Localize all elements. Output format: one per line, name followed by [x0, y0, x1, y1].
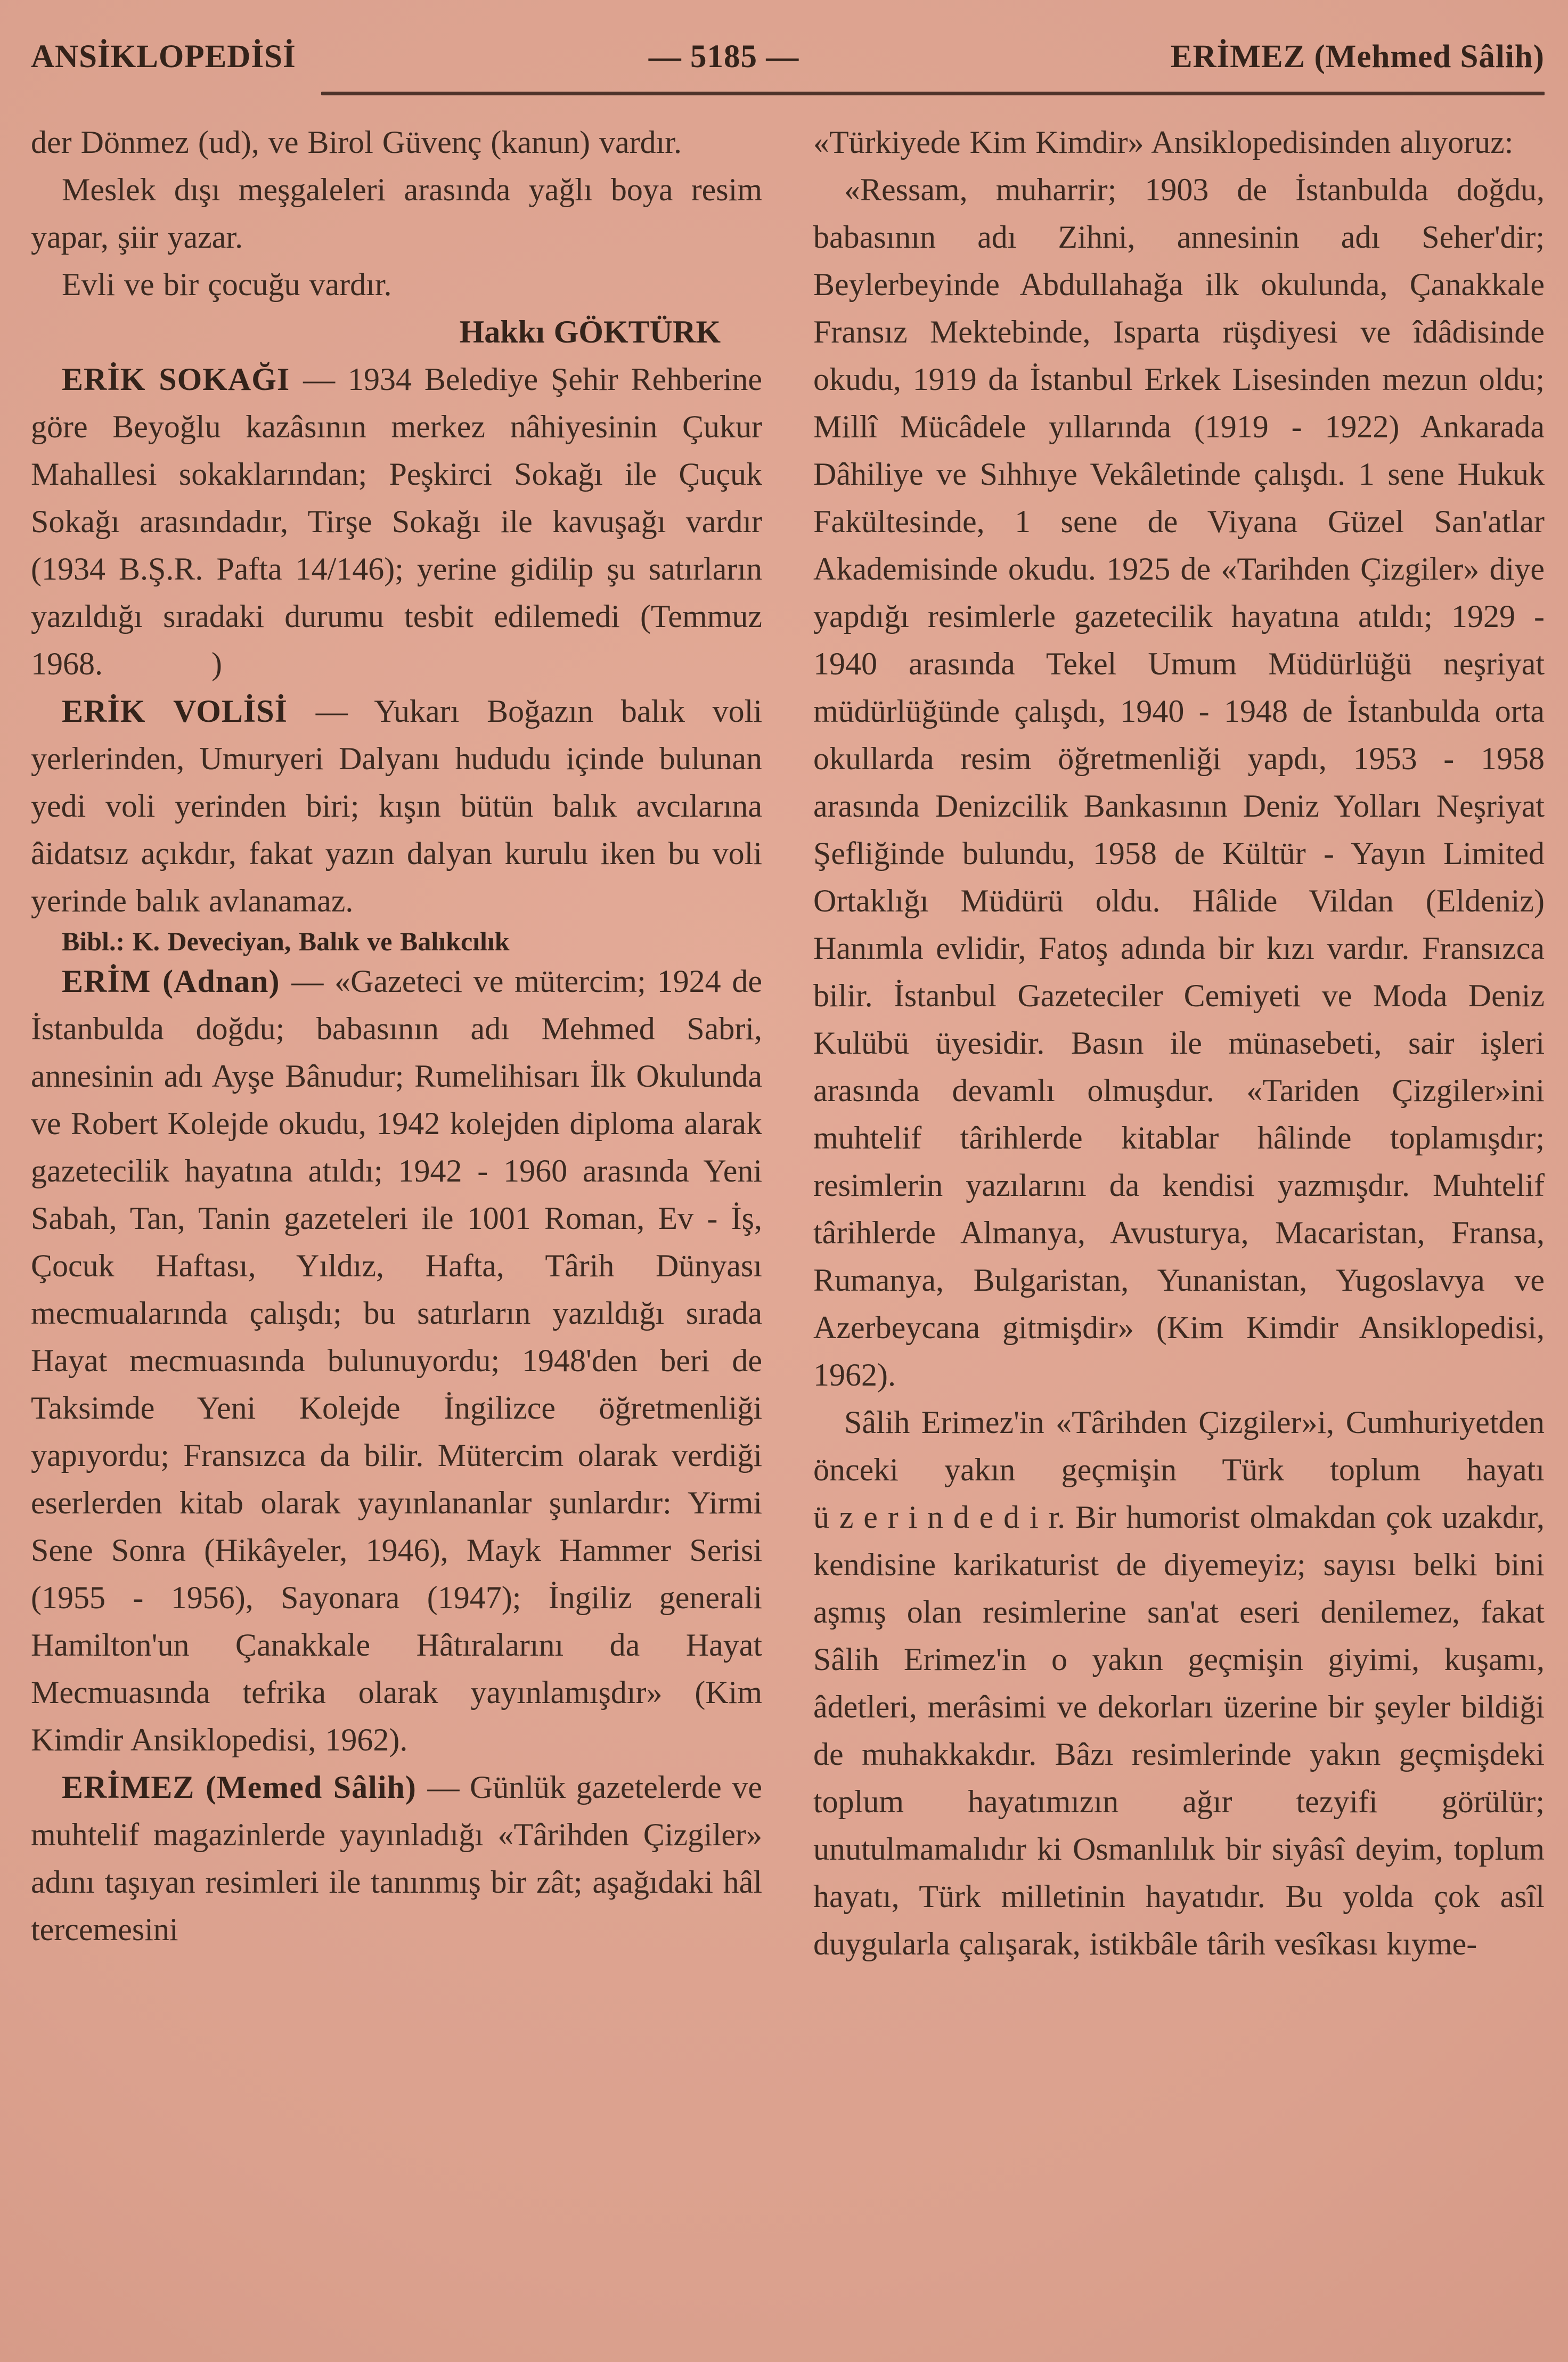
header-rule	[321, 92, 1545, 95]
plain-paragraph: der Dönmez (ud), ve Birol Güvenç (kanun) vardır.	[31, 125, 682, 160]
entry-paragraph: ERİK VOLİSİ — Yukarı Boğazın balık voli yerlerinden, Umuryeri Dalyanı hududu içinde bulunan yedi voli yerinden biri; kışın bütün balık avcılarına âidatsız açıkdır, fakat yazın dalyan kurulu iken bu voli yerinde balık avlanamaz.	[31, 694, 762, 918]
text-columns	[31, 119, 1545, 1968]
indent-paragraph: «Ressam, muharrir; 1903 de İstanbulda doğdu, babasının adı Zihni, annesinin adı Seher'dir; Beylerbeyinde Abdullahağa ilk okulunda, Çanakkale Fransız Mektebinde, Isparta rüşdiyesi ve îdâdisinde okudu, 1919 da İstanbul Erkek Lisesinden mezun oldu; Millî Mücâdele yıllarında (1919 - 1922) Ankarada Dâhiliye ve Sıhhıye Vekâletinde çalışdı. 1 sene Hukuk Fakültesinde, 1 sene de Viyana Güzel San'atlar Akademisinde okudu. 1925 de «Tarihden Çizgiler» diye yapdığı resimlerle gazetecilik hayatına atıldı; 1929 - 1940 arasında Tekel Umum Müdürlüğü neşriyat müdürlüğünde çalışdı, 1940 - 1948 de İstanbulda orta okullarda resim öğretmenliği yapdı, 1953 - 1958 arasında Denizcilik Bankasının Deniz Yolları Neşriyat Şefliğinde bulundu, 1958 de Kültür - Yayın Limited Ortaklığı Müdürü oldu. Hâlide Vildan (Eldeniz) Hanımla evlidir, Fatoş adında bir kızı vardır. Fransızca bilir. İstanbul Gazeteciler Cemiyeti ve Moda Deniz Kulübü üyesidir. Basın ile münasebeti, sair işleri arasında devamlı olmuşdur. «Tariden Çizgiler»ini muhtelif târihlerde kitablar hâlinde toplamışdır; resimlerin yazılarını da kendisi yazmışdır. Muhtelif târihlerde Almanya, Avusturya, Macaristan, Fransa, Rumanya, Bulgaristan, Yunanistan, Yugoslavya ve Azerbeycana gitmişdir» (Kim Kimdir Ansiklopedisi, 1962).	[813, 172, 1545, 1392]
column-left	[31, 119, 762, 1968]
indent-paragraph: Evli ve bir çocuğu vardır.	[62, 267, 392, 302]
bibl-paragraph: Bibl.: K. Deveciyan, Balık ve Balıkcılık	[62, 926, 510, 956]
page-number: — 5185 —	[648, 39, 799, 75]
page-header	[31, 38, 1545, 76]
indent-paragraph: Meslek dışı meşgaleleri arasında yağlı boya resim yapar, şiir yazar.	[31, 172, 762, 255]
signature-paragraph: Hakkı GÖKTÜRK	[459, 314, 721, 349]
entry-term: ERİM (Adnan)	[62, 964, 292, 999]
entry-paragraph: ERİK SOKAĞI — 1934 Belediye Şehir Rehberine göre Beyoğlu kazâsının merkez nâhiyesinin Çukur Mahallesi sokaklarından; Peşkirci Sokağı ile Çuçuk Sokağı arasındadır, Tirşe Sokağı ile kavuşağı vardır (1934 B.Ş.R. Pafta 14/146); yerine gidilip şu satırların yazıldığı sıradaki durumu tesbit edilemedi (Temmuz 1968. )	[31, 362, 763, 681]
running-title-right: ERİMEZ (Mehmed Sâlih)	[1170, 39, 1545, 75]
entry-paragraph: ERİM (Adnan) — «Gazeteci ve mütercim; 1924 de İstanbulda doğdu; babasının adı Mehmed Sabri, annesinin adı Ayşe Bânudur; Rumelihisarı İlk Okulunda ve Robert Kolejde okudu, 1942 kolejden diploma alarak gazetecilik hayatına atıldı; 1942 - 1960 arasında Yeni Sabah, Tan, Tanin gazeteleri ile 1001 Roman, Ev - İş, Çocuk Haftası, Yıldız, Hafta, Târih Dünyası mecmualarında çalışdı; bu satırların yazıldığı sırada Hayat mecmuasında bulunuyordu; 1948'den beri de Taksimde Yeni Kolejde İngilizce öğretmenliği yapıyordu; Fransızca da bilir. Mütercim olarak verdiği eserlerden kitab olarak yayınlananlar şunlardır: Yirmi Sene Sonra (Hikâyeler, 1946), Mayk Hammer Serisi (1955 - 1956), Sayonara (1947); İngiliz generali Hamilton'un Çanakkale Hâtıralarını da Hayat Mecmuasında tefrika olarak yayınlamışdır» (Kim Kimdir Ansiklopedisi, 1962).	[31, 964, 762, 1757]
running-title-left: ANSİKLOPEDİSİ	[31, 39, 296, 75]
entry-term: ERİK SOKAĞI	[62, 362, 304, 397]
entry-term: ERİMEZ (Memed Sâlih)	[62, 1770, 428, 1805]
plain-paragraph: «Türkiyede Kim Kimdir» Ansiklopedisinden alıyoruz:	[813, 125, 1514, 160]
entry-paragraph: ERİMEZ (Memed Sâlih) — Günlük gazetelerde ve muhtelif magazinlerde yayınladığı «Târihden Çizgiler» adını taşıyan resimleri ile tanınmış bir zât; aşağıdaki hâl tercemesini	[31, 1770, 762, 1947]
indent-paragraph: Sâlih Erimez'in «Târihden Çizgiler»i, Cumhuriyetden önceki yakın geçmişin Türk toplum hayatı ü z e r i n d e d i r. Bir humorist olmakdan çok uzakdır, kendisine karikaturist de diyemeyiz; sayısı belki bini aşmış olan resimlerine san'at eseri denilemez, fakat Sâlih Erimez'in o yakın geçmişin giyimi, kuşamı, âdetleri, merâsimi ve dekorları üzerine bir şeyler bildiği de muhakkakdır. Bâzı resimlerinde yakın geçmişdeki toplum hayatımızın ağır tezyifi görülür; unutulmamalıdır ki Osmanlılık bir siyâsî deyim, toplum hayatı, Türk milletinin hayatıdır. Bu yolda çok asîl duygularla çalışarak, istikbâle târih vesîkası kıyme-	[813, 1405, 1545, 1961]
entry-term: ERİK VOLİSİ	[62, 694, 316, 729]
column-right	[813, 119, 1545, 1968]
